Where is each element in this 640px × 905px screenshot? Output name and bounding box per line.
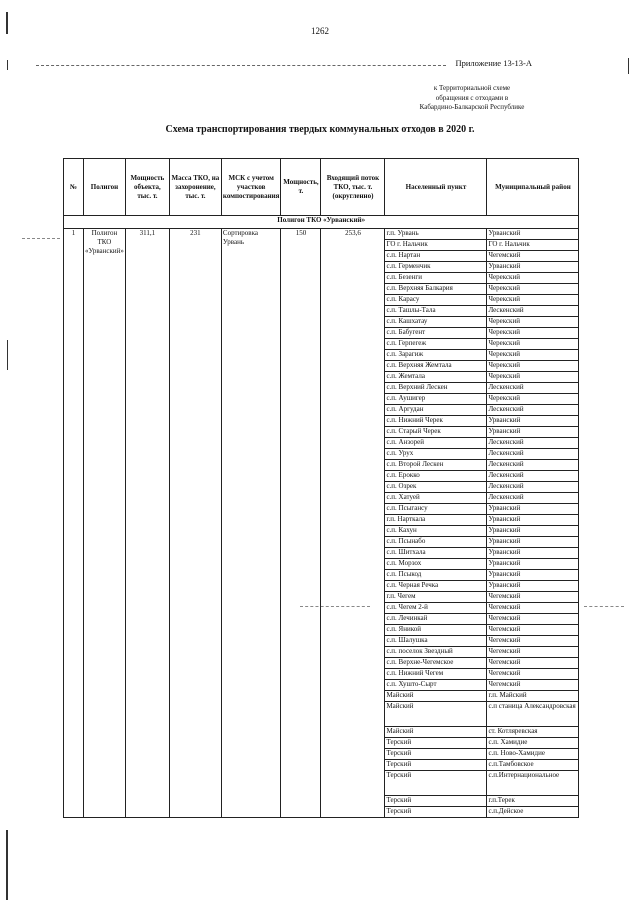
district-cell: Лескенский <box>487 306 579 317</box>
subtitle-line: обращения с отходами в <box>435 93 509 102</box>
row-number: 1 <box>64 229 84 818</box>
district-cell: Урванский <box>487 515 579 526</box>
district-cell: Лескенский <box>487 449 579 460</box>
district-cell: Чегемский <box>487 614 579 625</box>
district-cell: Лескенский <box>487 438 579 449</box>
header-rule <box>36 65 446 66</box>
header-mass: Масса ТКО, на захоронение, тыс. т. <box>169 159 221 216</box>
settlement-cell: Майский <box>385 702 487 727</box>
settlement-cell: с.п. Хушто-Сырт <box>385 680 487 691</box>
settlement-cell: с.п. Хатуей <box>385 493 487 504</box>
settlement-cell: с.п. Черная Речка <box>385 581 487 592</box>
district-cell: Урванский <box>487 548 579 559</box>
district-cell: Урванский <box>487 559 579 570</box>
settlement-cell: с.п. Старый Черек <box>385 427 487 438</box>
header-num: № <box>64 159 84 216</box>
settlement-cell: с.п. Аушигер <box>385 394 487 405</box>
district-cell: с.п станица Александровская <box>487 702 579 727</box>
msk-capacity: 150 <box>281 229 321 818</box>
settlement-cell: с.п. Ташлы-Тала <box>385 306 487 317</box>
header-district: Муниципальный район <box>487 159 579 216</box>
header-msk-capacity: Мощность, т. <box>281 159 321 216</box>
settlement-cell: с.п. Лечинкай <box>385 614 487 625</box>
district-cell: Урванский <box>487 262 579 273</box>
settlement-cell: Майский <box>385 691 487 702</box>
district-cell: Лескенский <box>487 482 579 493</box>
settlement-cell: с.п. Кашхатау <box>385 317 487 328</box>
right-margin-mark <box>628 58 629 74</box>
settlement-cell: с.п. Верхняя Жемтала <box>385 361 487 372</box>
settlement-cell: с.п. Чегем 2-й <box>385 603 487 614</box>
document-title: Схема транспортирования твердых коммунальных отходов в 2020 г. <box>165 124 475 135</box>
district-cell: Чегемский <box>487 603 579 614</box>
table-row <box>64 229 579 240</box>
settlement-cell: с.п. Нижний Черек <box>385 416 487 427</box>
district-cell: Чегемский <box>487 680 579 691</box>
district-cell: с.п. Хамидие <box>487 738 579 749</box>
district-cell: с.п.Дейское <box>487 807 579 818</box>
landfill-mass: 231 <box>169 229 221 818</box>
settlement-cell: с.п. Нартан <box>385 251 487 262</box>
district-cell: Лескенский <box>487 405 579 416</box>
district-cell: ГО г. Нальчик <box>487 240 579 251</box>
district-cell: Чегемский <box>487 592 579 603</box>
left-margin-mark <box>6 830 8 900</box>
settlement-cell: с.п. Шалушка <box>385 636 487 647</box>
header-inflow: Входящий поток ТКО, тыс. т. (округленно) <box>321 159 385 216</box>
section-title: Полигон ТКО «Урванский» <box>64 216 579 229</box>
settlement-cell: с.п. Жемтала <box>385 372 487 383</box>
district-cell: Черекский <box>487 372 579 383</box>
subtitle-line: к Территориальной схеме <box>433 84 511 92</box>
header-msk: МСК с учетом участков компостирования <box>221 159 281 216</box>
district-cell: Урванский <box>487 504 579 515</box>
settlement-cell: Терский <box>385 738 487 749</box>
district-cell: Чегемский <box>487 647 579 658</box>
district-cell: Урванский <box>487 416 579 427</box>
district-cell: Урванский <box>487 581 579 592</box>
district-cell: с.п. Ново-Хамидие <box>487 749 579 760</box>
settlement-cell: с.п. Зарагиж <box>385 350 487 361</box>
district-cell: Лескенский <box>487 471 579 482</box>
appendix-subtitle <box>402 84 542 113</box>
section-row <box>64 216 579 229</box>
district-cell: Урванский <box>487 427 579 438</box>
settlement-cell: с.п. Кахун <box>385 526 487 537</box>
settlement-cell: с.п. поселок Звездный <box>385 647 487 658</box>
settlement-cell: Терский <box>385 760 487 771</box>
district-cell: Лескенский <box>487 460 579 471</box>
settlement-cell: Терский <box>385 771 487 796</box>
district-cell: Чегемский <box>487 669 579 680</box>
district-cell: Чегемский <box>487 636 579 647</box>
settlement-cell: с.п. Верхняя Балкария <box>385 284 487 295</box>
district-cell: Лескенский <box>487 383 579 394</box>
settlement-cell: с.п. Псыкод <box>385 570 487 581</box>
district-cell: Черекский <box>487 284 579 295</box>
settlement-cell: с.п. Шитхала <box>385 548 487 559</box>
scan-artifact-line <box>584 606 624 607</box>
settlement-cell: с.п. Урух <box>385 449 487 460</box>
inflow-value: 253,6 <box>321 229 385 818</box>
left-margin-mark <box>7 60 8 70</box>
settlement-cell: с.п. Яникой <box>385 625 487 636</box>
settlement-cell: с.п. Нижний Чегем <box>385 669 487 680</box>
district-cell: Черекский <box>487 317 579 328</box>
msk-name: Сортировка Урвань <box>221 229 281 818</box>
district-cell: г.п.Терек <box>487 796 579 807</box>
settlement-cell: Майский <box>385 727 487 738</box>
settlement-cell: с.п. Верхний Лескен <box>385 383 487 394</box>
settlement-cell: Терский <box>385 796 487 807</box>
district-cell: Черекский <box>487 273 579 284</box>
district-cell: Чегемский <box>487 658 579 669</box>
settlement-cell: Терский <box>385 807 487 818</box>
district-cell: Черекский <box>487 295 579 306</box>
settlement-cell: с.п. Верхне-Чегемское <box>385 658 487 669</box>
settlement-cell: с.п. Морзох <box>385 559 487 570</box>
settlement-cell: с.п. Бабугент <box>385 328 487 339</box>
header-landfill: Полигон <box>84 159 126 216</box>
settlement-cell: с.п. Герменчик <box>385 262 487 273</box>
district-cell: с.п.Тамбовское <box>487 760 579 771</box>
district-cell: Черекский <box>487 394 579 405</box>
left-margin-mark <box>7 340 8 370</box>
district-cell: Чегемский <box>487 251 579 262</box>
settlement-cell: с.п. Безенги <box>385 273 487 284</box>
page-number: 1262 <box>311 26 329 36</box>
settlement-cell: г.п. Нарткала <box>385 515 487 526</box>
district-cell: Чегемский <box>487 625 579 636</box>
subtitle-line: Кабардино-Балкарской Республике <box>419 103 525 111</box>
district-cell: Черекский <box>487 350 579 361</box>
transport-scheme-table <box>63 158 579 818</box>
district-cell: Черекский <box>487 339 579 350</box>
district-cell: Урванский <box>487 570 579 581</box>
district-cell: г.п. Майский <box>487 691 579 702</box>
district-cell: Черекский <box>487 361 579 372</box>
settlement-cell: с.п. Озрек <box>385 482 487 493</box>
landfill-name: Полигон ТКО «Урванский» <box>84 229 126 818</box>
district-cell: Урванский <box>487 537 579 548</box>
settlement-cell: с.п. Герпегеж <box>385 339 487 350</box>
settlement-cell: Терский <box>385 749 487 760</box>
settlement-cell: с.п. Псыгансу <box>385 504 487 515</box>
settlement-cell: г.п. Чегем <box>385 592 487 603</box>
district-cell: ст. Котляревская <box>487 727 579 738</box>
settlement-cell: ГО г. Нальчик <box>385 240 487 251</box>
scan-artifact-line <box>22 238 60 239</box>
header-settlement: Населенный пункт <box>385 159 487 216</box>
landfill-capacity: 311,1 <box>125 229 169 818</box>
settlement-cell: с.п. Ерокко <box>385 471 487 482</box>
district-cell: Лескенский <box>487 493 579 504</box>
district-cell: Урванский <box>487 229 579 240</box>
district-cell: Урванский <box>487 526 579 537</box>
settlement-cell: с.п. Аргудан <box>385 405 487 416</box>
appendix-label: Приложение 13-13-А <box>455 58 532 68</box>
settlement-cell: с.п. Анзорей <box>385 438 487 449</box>
settlement-cell: с.п. Второй Лескен <box>385 460 487 471</box>
left-margin-mark <box>6 12 8 34</box>
settlement-cell: с.п. Карасу <box>385 295 487 306</box>
table-header-row <box>64 159 579 216</box>
header-capacity: Мощность объекта, тыс. т. <box>125 159 169 216</box>
district-cell: Черекский <box>487 328 579 339</box>
settlement-cell: с.п. Псынабо <box>385 537 487 548</box>
district-cell: с.п.Интернациональное <box>487 771 579 796</box>
settlement-cell: г.п. Урвань <box>385 229 487 240</box>
